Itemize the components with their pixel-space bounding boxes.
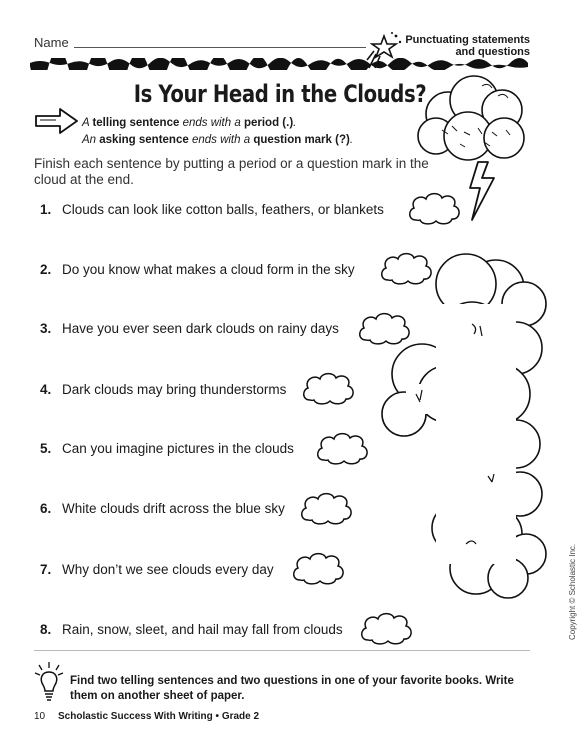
list-item: 1. Clouds can look like cotton balls, feathers, or blankets bbox=[40, 202, 384, 217]
list-item: 8. Rain, snow, sleet, and hail may fall from clouds bbox=[40, 622, 343, 637]
instructions: Finish each sentence by putting a period or a question mark in the cloud at the end. bbox=[34, 156, 429, 187]
answer-cloud-6[interactable] bbox=[298, 490, 354, 526]
lightbulb-icon bbox=[34, 660, 64, 702]
list-item: 3. Have you ever seen dark clouds on rainy days bbox=[40, 321, 339, 336]
tall-cloud-icon bbox=[376, 244, 554, 616]
asking-sentence-rule: An asking sentence ends with a question mark (?). bbox=[82, 134, 354, 146]
arrow-icon bbox=[34, 106, 80, 136]
worksheet-topic: Punctuating statements and questions bbox=[405, 34, 530, 58]
answer-cloud-8[interactable] bbox=[358, 610, 414, 646]
page-footer bbox=[34, 711, 259, 722]
section-divider bbox=[34, 650, 530, 651]
answer-cloud-7[interactable] bbox=[290, 550, 346, 586]
list-item: 7. Why don’t we see clouds every day bbox=[40, 562, 274, 577]
book-title: Scholastic Success With Writing • Grade 2 bbox=[58, 711, 260, 722]
page-number: 10 bbox=[34, 711, 46, 722]
list-item: 2. Do you know what makes a cloud form in the sky bbox=[40, 262, 355, 277]
page-title: Is Your Head in the Clouds? bbox=[133, 80, 427, 108]
list-item: 4. Dark clouds may bring thunderstorms bbox=[40, 382, 287, 397]
telling-sentence-rule: A telling sentence ends with a period (.). bbox=[82, 117, 297, 129]
extension-activity: Find two telling sentences and two questions in one of your favorite books. Write them on another sheet of paper. bbox=[70, 675, 514, 702]
answer-cloud-1[interactable] bbox=[406, 190, 462, 226]
list-item: 6. White clouds drift across the blue sky bbox=[40, 501, 285, 516]
answer-cloud-3[interactable] bbox=[356, 310, 412, 346]
answer-cloud-5[interactable] bbox=[314, 430, 370, 466]
list-item: 5. Can you imagine pictures in the clouds bbox=[40, 441, 294, 456]
copyright-notice: Copyright © Scholastic Inc. bbox=[568, 543, 577, 640]
name-label: Name bbox=[34, 35, 69, 50]
answer-cloud-2[interactable] bbox=[378, 250, 434, 286]
torn-edge-divider bbox=[30, 58, 528, 70]
name-write-line[interactable] bbox=[74, 47, 366, 48]
answer-cloud-4[interactable] bbox=[300, 370, 356, 406]
